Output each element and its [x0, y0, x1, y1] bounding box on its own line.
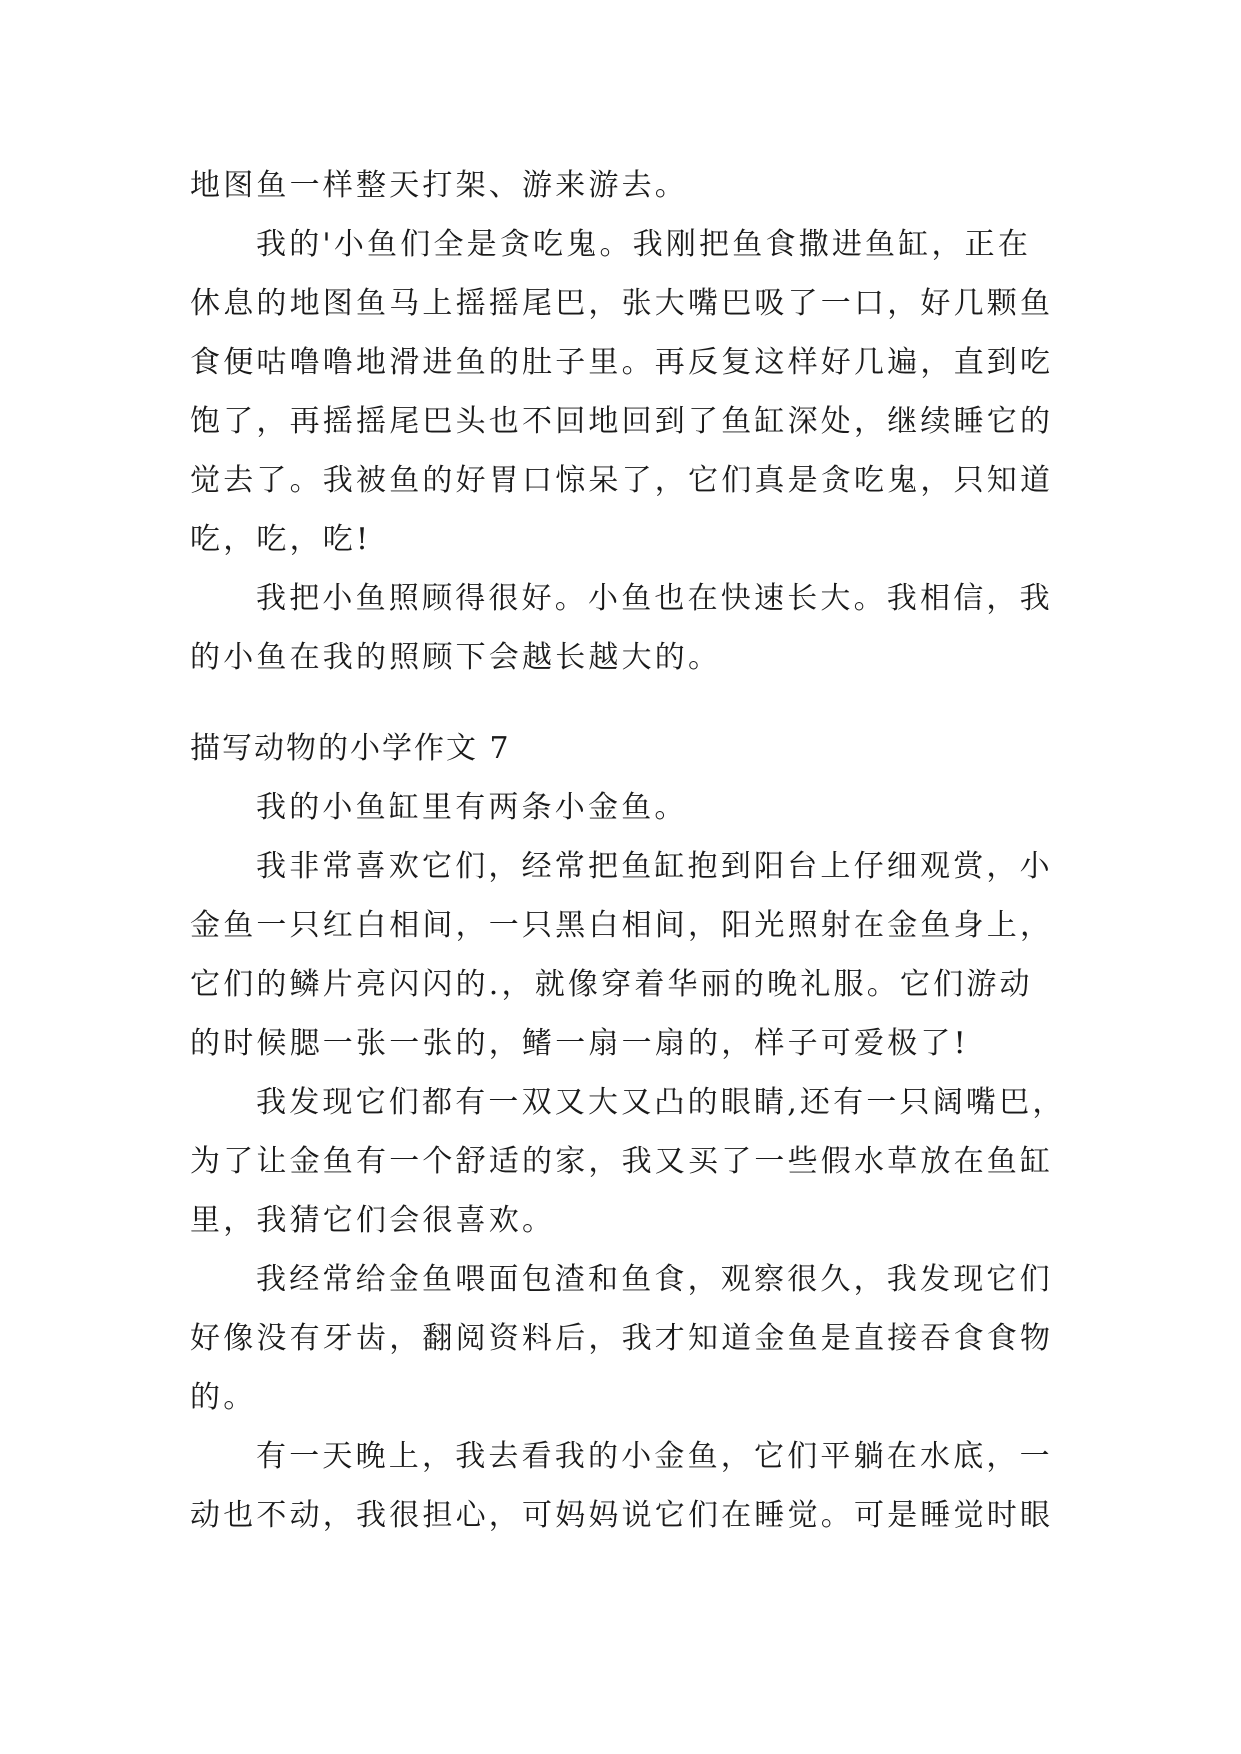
text-line: 好像没有牙齿，翻阅资料后，我才知道金鱼是直接吞食食物	[190, 1321, 1054, 1356]
text-line: 它们的鳞片亮闪闪的.，就像穿着华丽的晚礼服。它们游动	[190, 967, 1033, 1002]
text-line: 的小鱼在我的照顾下会越长越大的。	[190, 640, 722, 675]
text-line: 觉去了。我被鱼的好胃口惊呆了，它们真是贪吃鬼，只知道	[190, 463, 1054, 498]
text-line: 的。	[190, 1380, 257, 1415]
text-line: 我发现它们都有一双又大又凸的眼睛,还有一只阔嘴巴，	[256, 1085, 1066, 1120]
text-line: 我把小鱼照顾得很好。小鱼也在快速长大。我相信，我	[256, 581, 1053, 616]
text-line: 我经常给金鱼喂面包渣和鱼食，观察很久，我发现它们	[256, 1262, 1053, 1297]
text-line: 里，我猜它们会很喜欢。	[190, 1203, 556, 1238]
text-line: 我的'小鱼们全是贪吃鬼。我刚把鱼食撒进鱼缸，正在	[256, 227, 1032, 262]
text-line: 动也不动，我很担心，可妈妈说它们在睡觉。可是睡觉时眼	[190, 1498, 1054, 1533]
section-heading: 描写动物的小学作文 7	[190, 731, 511, 766]
section-gap	[190, 687, 1052, 719]
text-line: 金鱼一只红白相间，一只黑白相间，阳光照射在金鱼身上，	[190, 908, 1054, 943]
text-line: 为了让金鱼有一个舒适的家，我又买了一些假水草放在鱼缸	[190, 1144, 1054, 1179]
text-line: 食便咕噜噜地滑进鱼的肚子里。再反复这样好几遍，直到吃	[190, 345, 1054, 380]
text-line: 有一天晚上，我去看我的小金鱼，它们平躺在水底，一	[256, 1439, 1053, 1474]
document-body	[190, 156, 1066, 1545]
text-line: 我非常喜欢它们，经常把鱼缸抱到阳台上仔细观赏，小	[256, 849, 1053, 884]
text-line: 地图鱼一样整天打架、游来游去。	[190, 168, 688, 203]
text-line: 饱了，再摇摇尾巴头也不回地回到了鱼缸深处，继续睡它的	[190, 404, 1054, 439]
text-line: 休息的地图鱼马上摇摇尾巴，张大嘴巴吸了一口，好几颗鱼	[190, 286, 1054, 321]
text-line: 我的小鱼缸里有两条小金鱼。	[256, 790, 688, 825]
text-line: 吃，吃，吃!	[190, 522, 372, 557]
text-line: 的时候腮一张一张的，鳍一扇一扇的，样子可爱极了!	[190, 1026, 969, 1061]
